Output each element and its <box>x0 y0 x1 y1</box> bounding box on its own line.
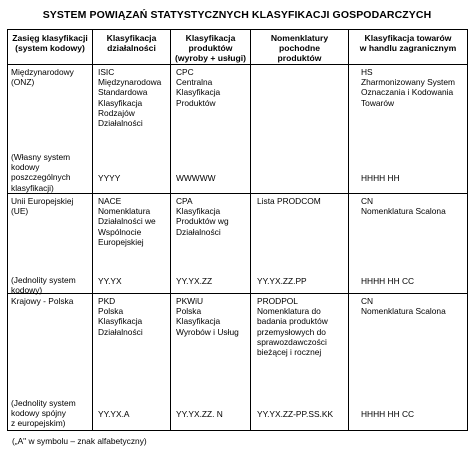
row3-activity-code: YY.YX.A <box>98 409 130 419</box>
table-border-bottom <box>7 430 468 431</box>
header-divider <box>7 64 468 65</box>
row2-trade: CN Nomenklatura Scalona <box>361 196 446 217</box>
row1-trade: HS Zharmonizowany System Oznaczania i Kodowania Towarów <box>361 67 456 108</box>
header-activity: Klasyfikacja działalności <box>106 33 157 53</box>
row3-trade: CN Nomenklatura Scalona <box>361 296 446 317</box>
row1-scope: Międzynarodowy (ONZ) <box>11 67 74 88</box>
header-scope: Zasięg klasyfikacji (system kodowy) <box>12 33 88 53</box>
row1-products: CPC Centralna Klasyfikacja Produktów <box>176 67 221 108</box>
row2-activity-code: YY.YX <box>98 276 122 286</box>
table-border-left <box>7 29 8 430</box>
row2-products: CPA Klasyfikacja Produktów wg Działalności <box>176 196 229 237</box>
row3-trade-code: HHHH HH CC <box>361 409 415 419</box>
row1-trade-code: HHHH HH <box>361 173 400 183</box>
row3-products: PKWiU Polska Klasyfikacja Wyrobów i Usług <box>176 296 239 337</box>
row3-derived-code: YY.YX.ZZ-PP.SS.KK <box>257 409 334 419</box>
column-divider <box>250 29 251 430</box>
row2-scope: Unii Europejskiej (UE) <box>11 196 74 217</box>
header-products: Klasyfikacja produktów (wyroby + usługi) <box>175 33 246 63</box>
footnote: („A" w symbolu – znak alfabetyczny) <box>12 436 147 446</box>
row2-derived-code: YY.YX.ZZ.PP <box>257 276 307 286</box>
row3-products-code: YY.YX.ZZ. N <box>176 409 223 419</box>
row2-scope-code: (Jednolity system kodowy) <box>11 275 76 296</box>
row2-activity: NACE Nomenklatura Działalności we Wspólnocie Europejskiej <box>98 196 156 247</box>
table-border-right <box>467 29 468 430</box>
row3-derived: PRODPOL Nomenklatura do badania produktów przemysłowych do sprawozdawczości bieżącej i rocznej <box>257 296 328 358</box>
header-trade: Klasyfikacja towarów w handlu zagranicznym <box>359 33 457 53</box>
row3-activity: PKD Polska Klasyfikacja Działalności <box>98 296 143 337</box>
column-divider <box>92 29 93 430</box>
page-title: SYSTEM POWIĄZAŃ STATYSTYCZNYCH KLASYFIKACJI GOSPODARCZYCH <box>42 9 432 21</box>
row-divider <box>7 293 468 294</box>
row2-products-code: YY.YX.ZZ <box>176 276 213 286</box>
row2-derived: Lista PRODCOM <box>257 196 321 206</box>
column-divider <box>348 29 349 430</box>
row1-activity-code: YYYY <box>98 173 121 183</box>
row1-products-code: WWWWW <box>176 173 216 183</box>
column-divider <box>170 29 171 430</box>
row3-scope: Krajowy - Polska <box>11 296 74 306</box>
header-derived: Nomenklatury pochodne produktów <box>270 33 329 63</box>
table-border-top <box>7 29 468 30</box>
row1-scope-code: (Własny system kodowy poszczególnych klasyfikacji) <box>11 152 71 193</box>
row-divider <box>7 193 468 194</box>
row1-activity: ISIC Międzynarodowa Standardowa Klasyfikacja Rodzajów Działalności <box>98 67 162 129</box>
row3-scope-code: (Jednolity system kodowy spójny z europejskim) <box>11 398 76 429</box>
row2-trade-code: HHHH HH CC <box>361 276 415 286</box>
